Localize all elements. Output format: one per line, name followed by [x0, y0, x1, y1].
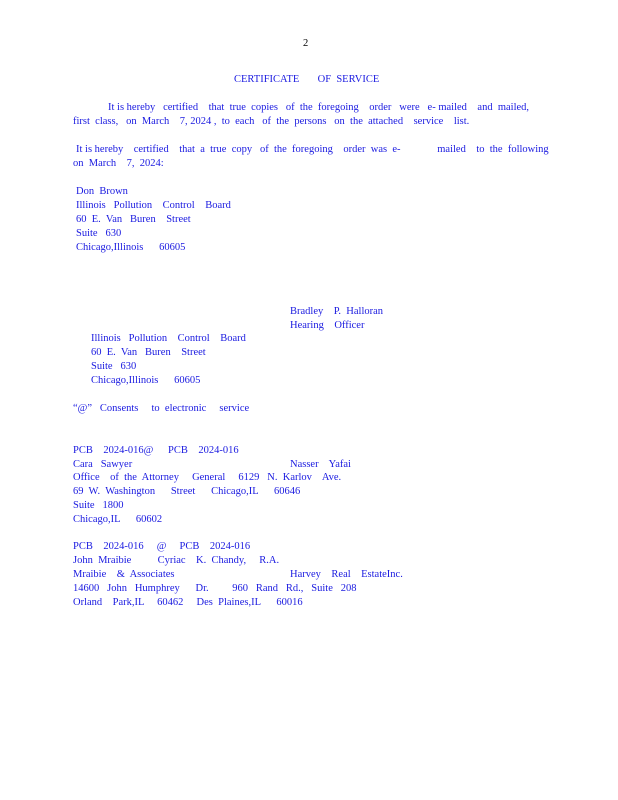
board-suite: Suite 630 — [91, 361, 137, 372]
case-number-left: PCB 2024-016@ — [73, 445, 154, 456]
org-line: Office of the Attorney General 6129 N. Karlov Ave. — [73, 472, 342, 483]
city-line: Chicago,IL 60602 — [73, 514, 163, 525]
paragraph-1-line-1: It is hereby certified that true copies of the foregoing order were e- mailed and mailed, — [108, 102, 530, 113]
address-line: 14600 John Humphrey Dr. 960 Rand Rd., Suite 208 — [73, 583, 357, 594]
case-number-line: PCB 2024-016 @ PCB 2024-016 — [73, 541, 251, 552]
recipient-org: Illinois Pollution Control Board — [76, 200, 231, 211]
paragraph-2-line-1: It is hereby certified that a true copy of the foregoing order was e- mailed to the following — [76, 144, 549, 155]
signer-title: Hearing Officer — [290, 320, 365, 331]
contact-name-right: Nasser Yafai — [290, 459, 351, 470]
recipient-city: Chicago,Illinois 60605 — [76, 242, 186, 253]
contact-names-line: John Mraibie Cyriac K. Chandy, R.A. — [73, 555, 280, 566]
board-street: 60 E. Van Buren Street — [91, 347, 206, 358]
board-name: Illinois Pollution Control Board — [91, 333, 246, 344]
address-line: 69 W. Washington Street Chicago,IL 60646 — [73, 486, 301, 497]
firm-left: Mraibie & Associates — [73, 569, 175, 580]
contact-name-left: Cara Sawyer — [73, 459, 133, 470]
suite-line: Suite 1800 — [73, 500, 124, 511]
case-number-right: PCB 2024-016 — [168, 445, 239, 456]
paragraph-2-line-2: on March 7, 2024: — [73, 158, 164, 169]
paragraph-1-line-2: first class, on March 7, 2024 , to each of the persons on the attached service list. — [73, 116, 470, 127]
recipient-street: 60 E. Van Buren Street — [76, 214, 191, 225]
page-number: 2 — [303, 38, 309, 49]
certificate-title: CERTIFICATE OF SERVICE — [234, 74, 380, 85]
board-city: Chicago,Illinois 60605 — [91, 375, 201, 386]
firm-right: Harvey Real EstateInc. — [290, 569, 403, 580]
signer-name: Bradley P. Halloran — [290, 306, 384, 317]
recipient-name: Don Brown — [76, 186, 128, 197]
recipient-suite: Suite 630 — [76, 228, 122, 239]
electronic-service-note: “@” Consents to electronic service — [73, 403, 250, 414]
city-line: Orland Park,IL 60462 Des Plaines,IL 60016 — [73, 597, 303, 608]
